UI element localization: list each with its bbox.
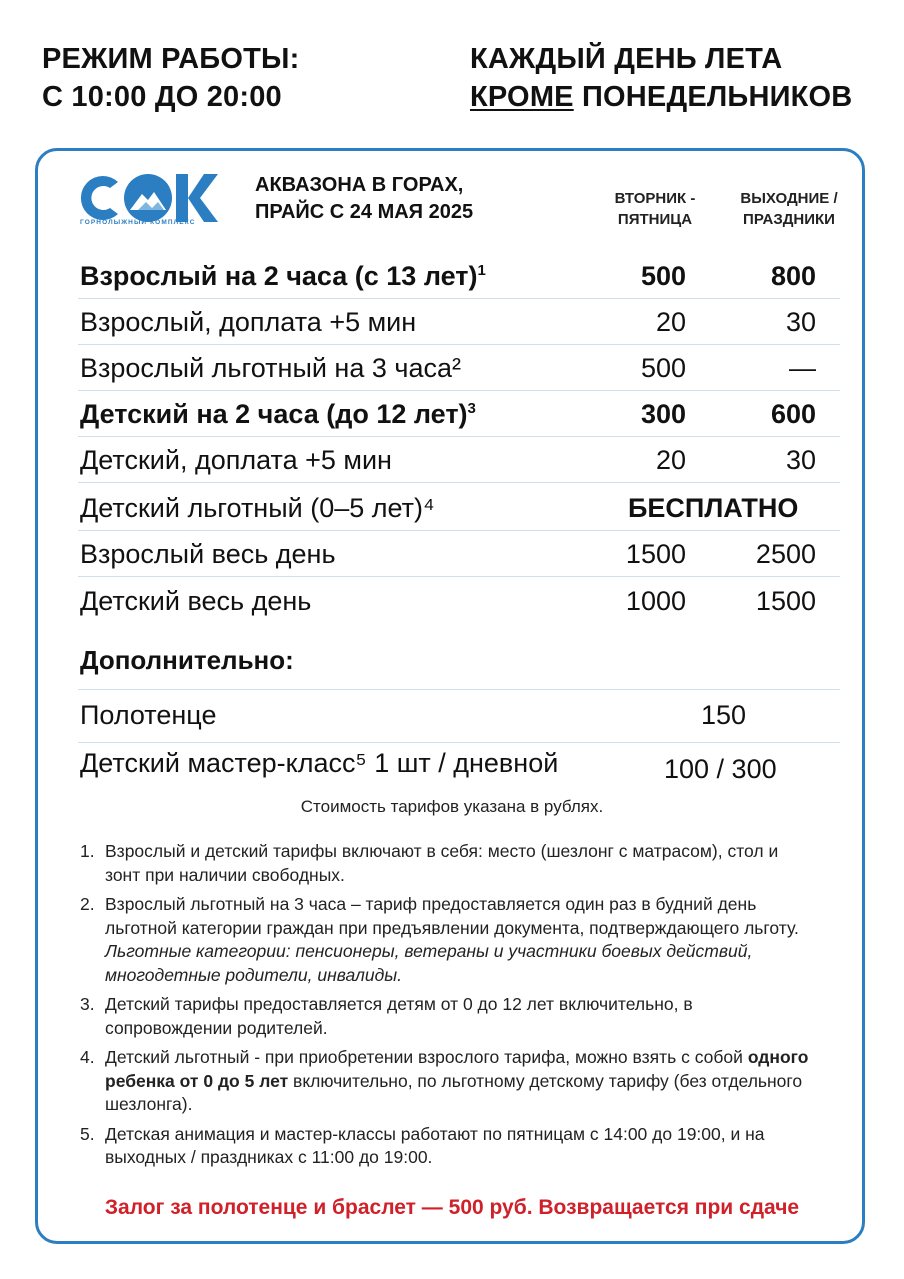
footnote-mark: 3 [467,400,476,417]
footnote-number: 2. [80,894,95,914]
divider [78,742,840,743]
masterclass-text: Детский мастер-класс [80,748,356,778]
price-row-adult-day [78,531,840,577]
price-weekday: 500 [640,261,686,291]
price-row-adult-discount [78,345,840,391]
working-days-line1: КАЖДЫЙ ДЕНЬ ЛЕТА [470,43,783,75]
footnote-text: Детский тарифы предоставляется детям от 0 до 12 лет включительно, в сопровождении родителей. [105,994,693,1038]
logo-subtitle: ГОРНОЛЫЖНЫЙ КОМПЛЕКС [80,219,196,226]
footnote-categories: Льготные категории: пенсионеры, ветераны и участники боевых действий, многодетные родители, инвалиды. [105,941,753,985]
working-hours-title: РЕЖИМ РАБОТЫ: [42,43,300,75]
column-header-weekend-line2: ПРАЗДНИКИ [743,211,835,228]
price-row-child-2h [78,391,840,437]
price-weekend: 800 [770,261,816,291]
except-days: ПОНЕДЕЛЬНИКОВ [573,81,853,113]
price-weekday: 1000 [625,586,686,616]
price-row-child-day [78,577,840,623]
price-title [255,172,473,226]
column-header-weekday-line1: ВТОРНИК - [614,190,696,207]
divider [78,689,840,690]
price-weekend: 600 [770,399,816,429]
extra-masterclass-price: 100 / 300 [664,754,777,784]
working-days [470,40,852,116]
working-days-line2 [470,78,852,116]
footnote-text: Взрослый и детский тарифы включают в себя: место (шезлонг с матрасом), стол и зонт при наличии свободных. [105,841,779,885]
price-title-line2: ПРАЙС С 24 МАЯ 2025 [255,201,474,223]
footnote-mark: 1 [477,262,486,279]
column-header-weekday-line2: ПЯТНИЦА [617,211,693,228]
price-label [80,493,435,524]
price-weekend: — [789,353,816,383]
price-weekend: 30 [785,445,816,475]
column-header-weekend [720,188,858,230]
price-weekend: 30 [785,307,816,337]
column-header-weekend-line1: ВЫХОДНИЕ / [740,190,838,207]
price-row-child-extra [78,437,840,483]
except-word: КРОМЕ [470,81,574,113]
price-free: БЕСПЛАТНО [628,493,799,523]
logo-letter-o [124,174,172,222]
price-weekday: 1500 [625,539,686,569]
extra-towel-label: Полотенце [80,700,217,730]
price-weekend: 1500 [755,586,816,616]
price-label: Детский весь день [80,586,312,616]
working-hours-time: С 10:00 ДО 20:00 [42,81,282,113]
footnote-emphasis: одного ребенка от 0 до 5 лет [105,1047,809,1091]
price-weekday: 300 [640,399,686,429]
footnote-3 [80,993,810,1040]
footnote-text: Взрослый льготный на 3 часа – тариф предоставляется один раз в будний день льготной категории граждан при предъявлении документа, подтверждающего льготу. [105,894,799,938]
price-row-adult-2h [78,253,840,299]
price-label: Взрослый, доплата +5 мин [80,307,417,337]
price-row-adult-extra [78,299,840,345]
price-label: Взрослый весь день [80,539,336,569]
footnote-text-rest: включительно, по льготному детскому тарифу (без отдельного шезлонга). [105,1070,803,1114]
footnote-number: 1. [80,841,95,861]
deposit-notice: Залог за полотенце и браслет — 500 руб. Возвращается при сдаче [104,1196,800,1219]
logo-letter-k-arms [188,174,218,222]
price-weekday: 20 [655,307,686,337]
footnote-text: Детский льготный - при приобретении взрослого тарифа, можно взять с собой [105,1047,748,1067]
column-header-weekday [590,188,720,230]
price-label [80,261,486,292]
price-label-text: Взрослый льготный на 3 часа [80,353,452,383]
logo-letter-k-stem [176,174,188,222]
extra-masterclass-label [80,748,558,779]
footnote-mark: ⁵ [355,748,367,778]
footnotes [80,840,810,1176]
working-hours [42,40,299,116]
footnote-mark: ⁴ [422,493,435,523]
price-label: Детский, доплата +5 мин [80,445,392,475]
price-title-line1: АКВАЗОНА В ГОРАХ, [255,174,464,196]
masterclass-rest: 1 шт / дневной [366,748,559,778]
footnote-4 [80,1046,810,1117]
footnote-1 [80,840,810,887]
price-label [80,399,476,430]
currency-note: Стоимость тарифов указана в рублях. [300,797,604,816]
price-label [80,353,461,384]
footnote-mark: ² [451,353,461,383]
price-weekday: 500 [640,353,686,383]
extra-towel-price: 150 [701,700,747,730]
footnote-text: Детская анимация и мастер-классы работают по пятницам с 14:00 до 19:00, и на выходных / праздниках с 11:00 до 19:00. [105,1123,765,1167]
extras-heading: Дополнительно: [80,645,294,675]
price-label-text: Взрослый на 2 часа (с 13 лет) [80,261,478,291]
footnote-number: 3. [80,994,95,1014]
footnote-number: 5. [80,1123,95,1144]
price-label-text: Детский на 2 часа (до 12 лет) [80,399,468,429]
footnote-number: 4. [80,1047,95,1067]
price-weekend: 2500 [755,539,816,569]
price-weekday: 20 [655,445,686,475]
footnote-2 [80,893,810,987]
logo-letter-c [81,176,118,220]
price-row-child-discount [78,485,840,531]
price-label-text: Детский льготный (0–5 лет) [80,493,423,523]
footnote-5 [80,1123,810,1170]
